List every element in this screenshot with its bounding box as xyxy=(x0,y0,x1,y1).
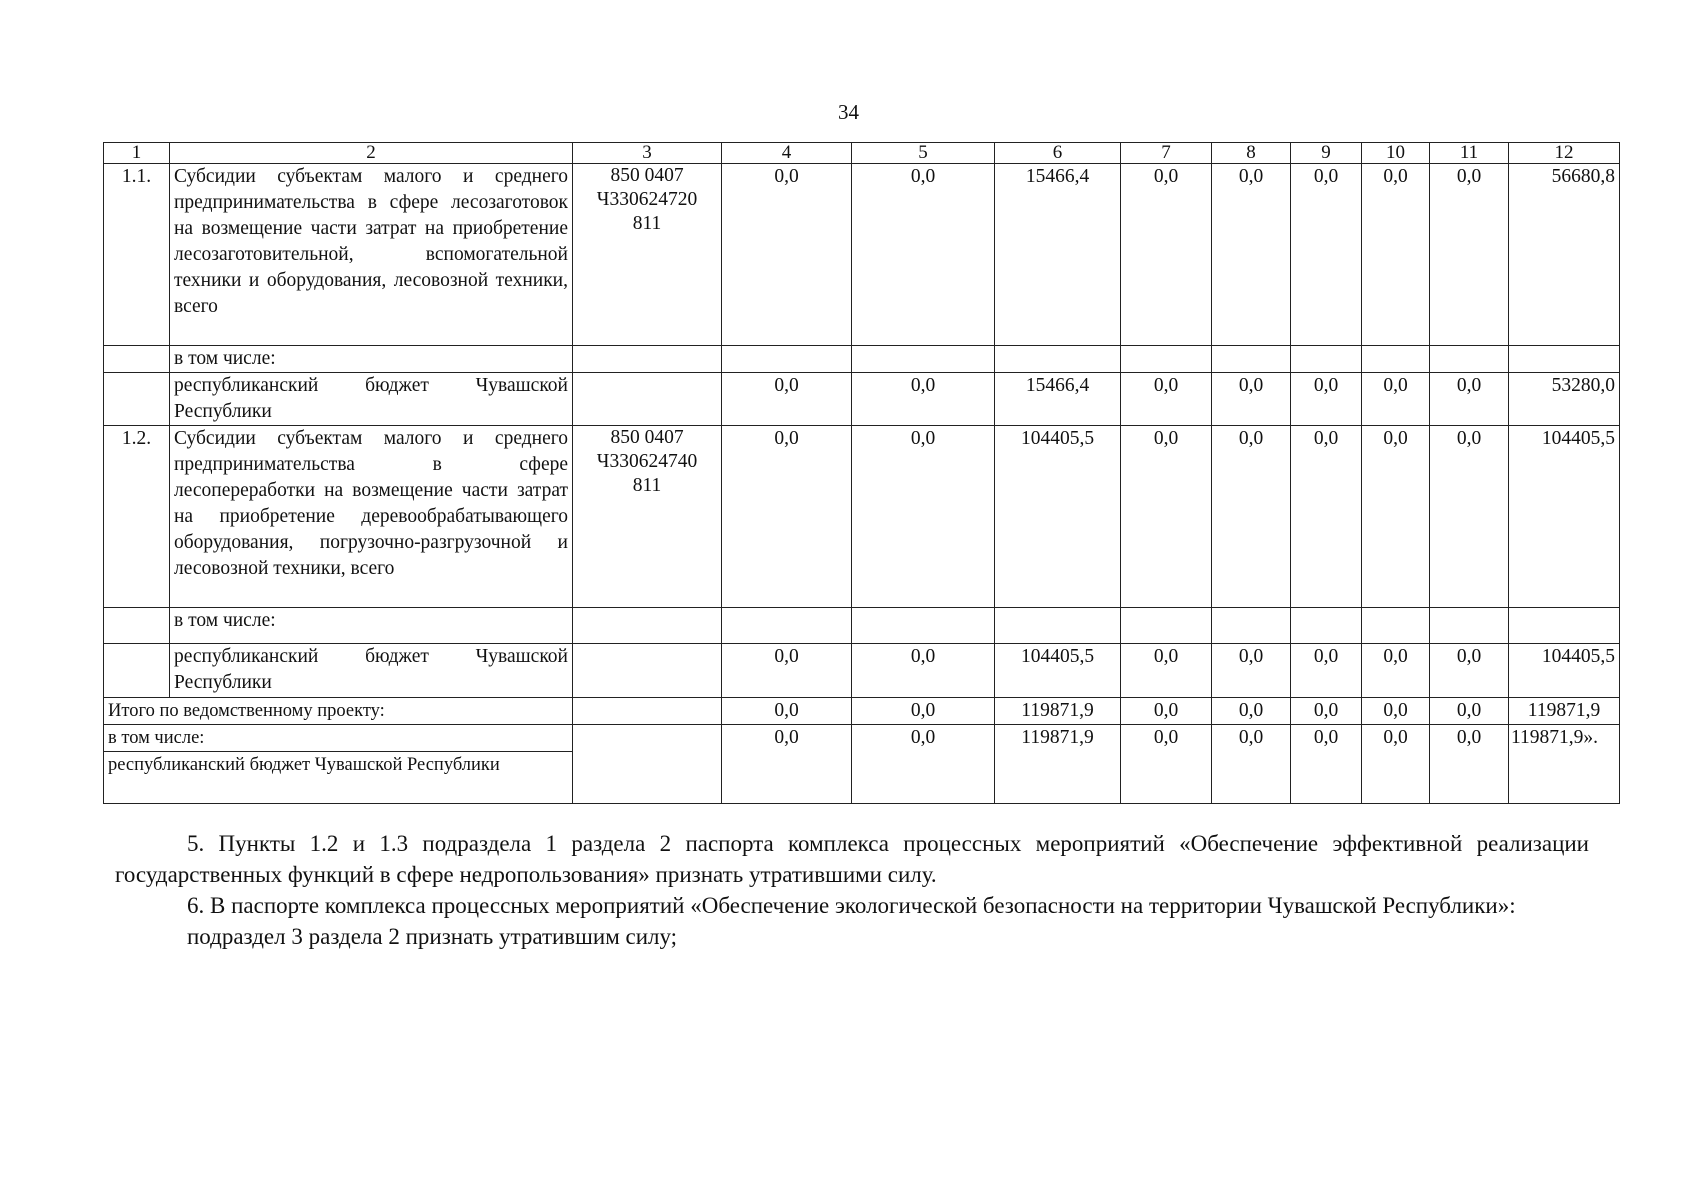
column-header: 1 xyxy=(104,143,170,164)
value-cell: 0,0 xyxy=(722,644,852,698)
body-text xyxy=(115,828,1589,952)
value-cell: 0,0 xyxy=(1362,644,1430,698)
value-cell: 104405,5 xyxy=(1509,644,1620,698)
value-cell: 56680,8 xyxy=(1509,164,1620,346)
row-description: Субсидии субъектам малого и среднего предпринимательства в сфере лесозаготовок на возмещение части затрат на приобретение лесозаготовительной, вспомогательной техники и оборудования, лесовозной техники, всего xyxy=(170,164,573,346)
value-cell: 0,0 xyxy=(1212,373,1291,426)
total-row xyxy=(104,698,1620,725)
table-row xyxy=(104,608,1620,644)
value-cell: 0,0 xyxy=(722,725,852,804)
column-header: 3 xyxy=(573,143,722,164)
including-label: в том числе: xyxy=(170,346,573,373)
table-row xyxy=(104,644,1620,698)
value-cell: 104405,5 xyxy=(995,644,1121,698)
row-description: Субсидии субъектам малого и среднего предпринимательства в сфере лесопереработки на возмещение части затрат на приобретение деревообрабатывающего оборудования, погрузочно-разгрузочной и лесовозной техники, всего xyxy=(170,426,573,608)
column-header: 10 xyxy=(1362,143,1430,164)
column-header: 7 xyxy=(1121,143,1212,164)
including-label: в том числе: xyxy=(170,608,573,644)
value-cell: 0,0 xyxy=(1212,644,1291,698)
value-cell: 0,0 xyxy=(1291,426,1362,608)
value-cell: 119871,9 xyxy=(995,698,1121,725)
row-description: республиканский бюджет Чувашской Республики xyxy=(170,373,573,426)
value-cell: 119871,9 xyxy=(995,725,1121,804)
value-cell: 0,0 xyxy=(852,725,995,804)
value-cell: 0,0 xyxy=(1121,725,1212,804)
including-label: в том числе: xyxy=(104,725,573,752)
value-cell: 0,0 xyxy=(1362,698,1430,725)
value-cell: 119871,9 xyxy=(1509,698,1620,725)
value-cell: 0,0 xyxy=(852,644,995,698)
value-cell: 0,0 xyxy=(1430,164,1509,346)
total-breakdown-row xyxy=(104,725,1620,752)
budget-table xyxy=(103,142,1620,804)
table-row xyxy=(104,373,1620,426)
column-header: 8 xyxy=(1212,143,1291,164)
value-cell: 0,0 xyxy=(1430,426,1509,608)
value-cell: 0,0 xyxy=(1212,698,1291,725)
column-header: 6 xyxy=(995,143,1121,164)
value-cell: 0,0 xyxy=(852,164,995,346)
value-cell: 0,0 xyxy=(1430,698,1509,725)
value-cell: 0,0 xyxy=(1212,426,1291,608)
column-header: 2 xyxy=(170,143,573,164)
value-cell: 0,0 xyxy=(1121,426,1212,608)
paragraph-5: 5. Пункты 1.2 и 1.3 подраздела 1 раздела 2 паспорта комплекса процессных мероприятий «Обеспечение эффективной реализации государственных функций в сфере недропользования» признать утратившими силу. xyxy=(115,831,1589,887)
value-cell: 0,0 xyxy=(722,698,852,725)
paragraph-6: 6. В паспорте комплекса процессных мероприятий «Обеспечение экологической безопасности на территории Чувашской Республики»: xyxy=(187,893,1516,918)
table-row xyxy=(104,426,1620,608)
table-row xyxy=(104,346,1620,373)
budget-code: 850 0407 Ч330624740 811 xyxy=(573,426,722,608)
row-description: республиканский бюджет Чувашской Республики xyxy=(170,644,573,698)
column-header: 9 xyxy=(1291,143,1362,164)
value-cell: 104405,5 xyxy=(1509,426,1620,608)
column-header: 4 xyxy=(722,143,852,164)
value-cell: 0,0 xyxy=(1291,373,1362,426)
value-cell: 0,0 xyxy=(1362,725,1430,804)
value-cell: 0,0 xyxy=(1430,373,1509,426)
value-cell: 119871,9». xyxy=(1509,725,1620,804)
paragraph-7: подраздел 3 раздела 2 признать утратившим силу; xyxy=(187,924,678,949)
row-number: 1.1. xyxy=(104,164,170,346)
value-cell: 0,0 xyxy=(1362,164,1430,346)
value-cell: 0,0 xyxy=(1121,644,1212,698)
value-cell: 0,0 xyxy=(852,373,995,426)
value-cell: 0,0 xyxy=(1212,725,1291,804)
column-header: 11 xyxy=(1430,143,1509,164)
value-cell: 0,0 xyxy=(1430,725,1509,804)
row-number: 1.2. xyxy=(104,426,170,608)
value-cell: 0,0 xyxy=(1291,164,1362,346)
header-row xyxy=(104,143,1620,164)
budget-code: 850 0407 Ч330624720 811 xyxy=(573,164,722,346)
value-cell: 0,0 xyxy=(1430,644,1509,698)
value-cell: 15466,4 xyxy=(995,373,1121,426)
value-cell: 0,0 xyxy=(1291,725,1362,804)
table-row xyxy=(104,164,1620,346)
value-cell: 0,0 xyxy=(1121,164,1212,346)
value-cell: 0,0 xyxy=(1362,426,1430,608)
value-cell: 0,0 xyxy=(722,373,852,426)
value-cell: 53280,0 xyxy=(1509,373,1620,426)
value-cell: 0,0 xyxy=(852,426,995,608)
value-cell: 0,0 xyxy=(1121,698,1212,725)
value-cell: 0,0 xyxy=(1362,373,1430,426)
value-cell: 0,0 xyxy=(1291,644,1362,698)
column-header: 12 xyxy=(1509,143,1620,164)
value-cell: 0,0 xyxy=(852,698,995,725)
value-cell: 0,0 xyxy=(722,164,852,346)
value-cell: 0,0 xyxy=(722,426,852,608)
value-cell: 104405,5 xyxy=(995,426,1121,608)
column-header: 5 xyxy=(852,143,995,164)
total-sublabel: республиканский бюджет Чувашской Республики xyxy=(104,752,573,804)
value-cell: 15466,4 xyxy=(995,164,1121,346)
value-cell: 0,0 xyxy=(1212,164,1291,346)
value-cell: 0,0 xyxy=(1121,373,1212,426)
page-number: 34 xyxy=(838,100,859,124)
total-label: Итого по ведомственному проекту: xyxy=(104,698,573,725)
value-cell: 0,0 xyxy=(1291,698,1362,725)
